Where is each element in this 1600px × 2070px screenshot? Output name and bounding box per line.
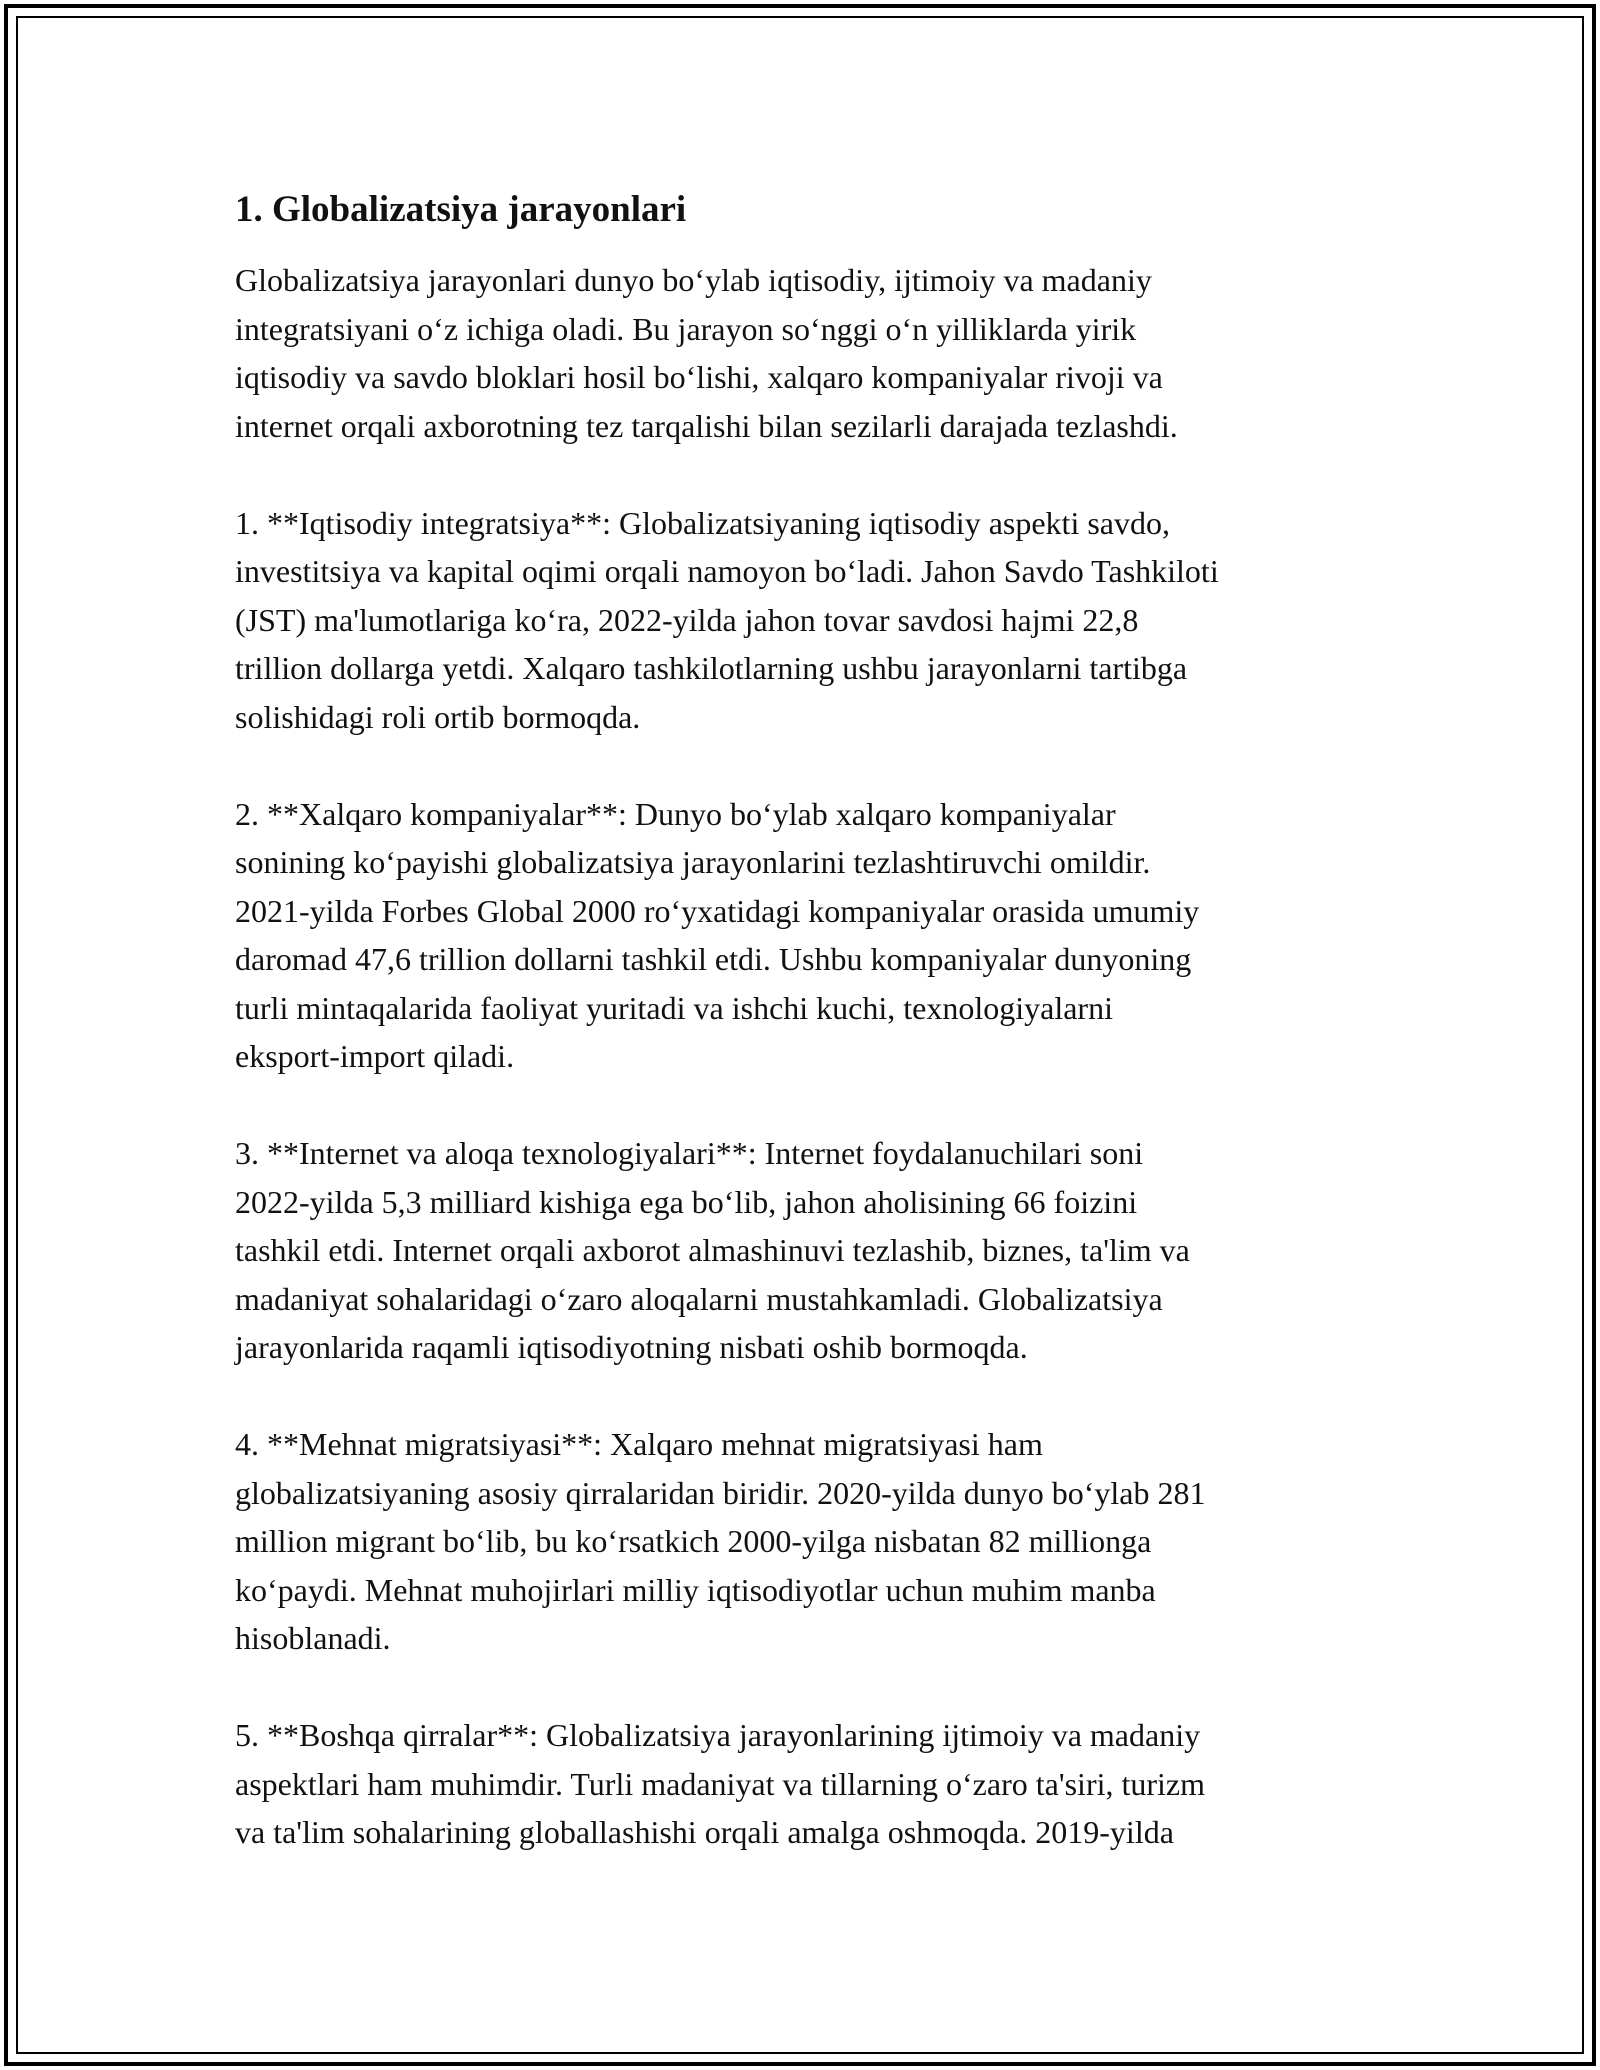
paragraph-line: va ta'lim sohalarining globallashishi orqali amalga oshmoqda. 2019-yilda [235,1814,1174,1850]
paragraph-line: hisoblanadi. [235,1620,391,1656]
international-companies-paragraph [235,790,1375,1081]
paragraph-line: investitsiya va kapital oqimi orqali namoyon bo‘ladi. Jahon Savdo Tashkiloti [235,553,1219,589]
labor-migration-paragraph [235,1420,1375,1663]
paragraph-line: trillion dollarga yetdi. Xalqaro tashkilotlarning ushbu jarayonlarni tartibga [235,650,1188,686]
paragraph-line: (JST) ma'lumotlariga ko‘ra, 2022-yilda jahon tovar savdosi hajmi 22,8 [235,601,1139,638]
other-aspects-paragraph [235,1711,1375,1857]
section-heading: 1. Globalizatsiya jarayonlari [235,189,687,230]
paragraph-line: daromad 47,6 trillion dollarni tashkil etdi. Ushbu kompaniyalar dunyoning [235,941,1192,977]
paragraph-line: 1. **Iqtisodiy integratsiya**: Globalizatsiyaning iqtisodiy aspekti savdo, [235,504,1170,541]
paragraph-line: iqtisodiy va savdo bloklari hosil bo‘lishi, xalqaro kompaniyalar rivoji va [235,359,1163,395]
paragraph-line: million migrant bo‘lib, bu ko‘rsatkich 2000-yilga nisbatan 82 millionga [235,1523,1152,1559]
paragraph-line: 2022-yilda 5,3 milliard kishiga ega bo‘lib, jahon aholisining 66 foizini [235,1183,1138,1220]
paragraph-line: 2. **Xalqaro kompaniyalar**: Dunyo bo‘ylab xalqaro kompaniyalar [235,795,1116,832]
paragraph-line: ko‘paydi. Mehnat muhojirlari milliy iqtisodiyotlar uchun muhim manba [235,1571,1156,1608]
paragraph-line: tashkil etdi. Internet orqali axborot almashinuvi tezlashib, biznes, ta'lim va [235,1232,1190,1268]
paragraph-line: sonining ko‘payishi globalizatsiya jarayonlarini tezlashtiruvchi omildir. [235,844,1151,880]
paragraph-line: eksport-import qiladi. [235,1038,515,1074]
paragraph-line: jarayonlarida raqamli iqtisodiyotning nisbati oshib bormoqda. [235,1329,1028,1365]
paragraph-line: aspektlari ham muhimdir. Turli madaniyat va tillarning o‘zaro ta'siri, turizm [235,1765,1206,1802]
economic-integration-paragraph [235,499,1375,742]
paragraph-line: Globalizatsiya jarayonlari dunyo bo‘ylab iqtisodiy, ijtimoiy va madaniy [235,262,1152,298]
paragraph-line: integratsiyani o‘z ichiga oladi. Bu jarayon so‘nggi o‘n yilliklarda yirik [235,310,1137,347]
intro-paragraph [235,256,1375,450]
paragraph-line: turli mintaqalarida faoliyat yuritadi va ishchi kuchi, texnologiyalarni [235,989,1113,1026]
paragraph-line: madaniyat sohalaridagi o‘zaro aloqalarni mustahkamladi. Globalizatsiya [235,1280,1163,1317]
paragraph-line: internet orqali axborotning tez tarqalishi bilan sezilarli darajada tezlashdi. [235,407,1178,444]
paragraph-line: 3. **Internet va aloqa texnologiyalari**: Internet foydalanuchilari soni [235,1135,1144,1171]
paragraph-line: globalizatsiyaning asosiy qirralaridan biridir. 2020-yilda dunyo bo‘ylab 281 [235,1474,1206,1511]
paragraph-line: 2021-yilda Forbes Global 2000 ro‘yxatidagi kompaniyalar orasida umumiy [235,892,1200,929]
paragraph-line: solishidagi roli ortib bormoqda. [235,698,641,735]
paragraph-line: 5. **Boshqa qirralar**: Globalizatsiya jarayonlarining ijtimoiy va madaniy [235,1717,1201,1753]
paragraph-line: 4. **Mehnat migratsiyasi**: Xalqaro mehnat migratsiyasi ham [235,1426,1043,1462]
document-body [235,186,1375,1905]
internet-technologies-paragraph [235,1129,1375,1372]
